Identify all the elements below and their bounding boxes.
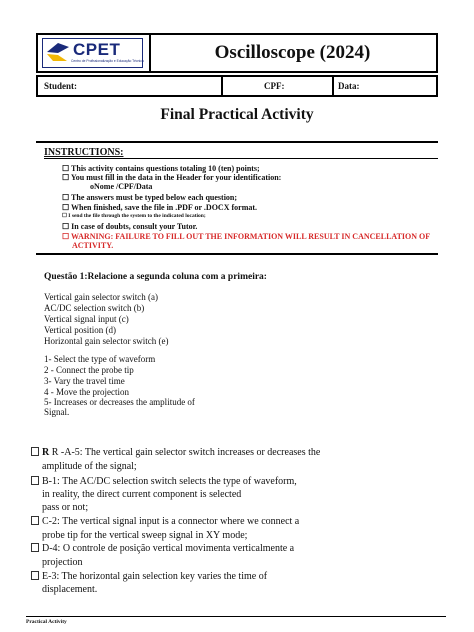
- column1-item: Horizontal gain selector switch (e): [44, 336, 169, 346]
- divider: [36, 141, 438, 143]
- logo-mark-icon: [45, 41, 71, 63]
- instruction-item: ☐ You must fill in the data in the Header for your identification:: [62, 173, 282, 182]
- logo-cell: [38, 35, 151, 71]
- logo-text: CPET: [73, 40, 121, 59]
- cpf-label: CPF:: [264, 81, 285, 91]
- column1-item: Vertical gain selector switch (a): [44, 292, 158, 302]
- student-info-row: [36, 75, 438, 97]
- checkbox-icon: [31, 571, 39, 580]
- cpet-logo: [42, 38, 143, 68]
- checkbox-icon: [31, 476, 39, 485]
- answer-text: R -A-5: The vertical gain selector switch increases or decreases the: [51, 447, 321, 458]
- warning-text: ☐ WARNING: FAILURE TO FILL OUT THE INFORMATION WILL RESULT IN CANCELLATION OF: [62, 232, 431, 241]
- answer-text: D-4: O controle de posição vertical movimenta verticalmente a: [42, 543, 295, 554]
- instruction-item: ☐ The answers must be typed below each question;: [62, 193, 238, 202]
- instruction-item: ☐ When finished, save the file in .PDF or .DOCX format.: [62, 203, 258, 212]
- logo-subtitle: Centro de Profissionalização e Educação Técnica: [71, 59, 144, 63]
- instructions-heading: INSTRUCTIONS:: [44, 147, 124, 158]
- answer-line: [31, 476, 297, 487]
- answer-line: [31, 543, 294, 554]
- instruction-item: ☐ I send the file through the system to the indicated location;: [62, 213, 206, 219]
- answer-text: B-1: The AC/DC selection switch selects the type of waveform,: [42, 476, 297, 487]
- instruction-item: oNome /CPF/Data: [90, 182, 153, 191]
- column2-item: 5- Increases or decreases the amplitude of: [44, 397, 195, 407]
- answer-line: R R -A-5: The vertical gain selector switch increases or decreases the: [31, 447, 320, 458]
- column2-item: 3- Vary the travel time: [44, 376, 125, 386]
- divider: [332, 77, 334, 95]
- footer-text: Practical Activity: [26, 619, 67, 625]
- instruction-item: ☐ In case of doubts, consult your Tutor.: [62, 222, 198, 231]
- column2-item: Signal.: [44, 407, 70, 417]
- answer-text: C-2: The vertical signal input is a connector where we connect a: [42, 516, 300, 527]
- answer-line: probe tip for the vertical sweep signal in XY mode;: [42, 530, 248, 541]
- answer-line: [31, 571, 267, 582]
- answer-line: [31, 516, 299, 527]
- column2-item: 4 - Move the projection: [44, 387, 129, 397]
- header-box: [36, 33, 438, 73]
- column2-item: 1- Select the type of waveform: [44, 354, 156, 364]
- question-title: Questão 1:Relacione a segunda coluna com a primeira:: [44, 272, 267, 282]
- divider: [221, 77, 223, 95]
- answer-line: projection: [42, 557, 83, 568]
- answer-line: pass or not;: [42, 502, 89, 513]
- student-label: Student:: [44, 81, 78, 91]
- document-title: Oscilloscope (2024): [214, 42, 371, 63]
- date-label: Data:: [338, 81, 360, 91]
- column1-item: Vertical signal input (c): [44, 314, 129, 324]
- column1-item: Vertical position (d): [44, 325, 116, 335]
- checkbox-icon: [31, 447, 39, 456]
- checkbox-icon: [31, 543, 39, 552]
- divider: [36, 253, 438, 255]
- column1-item: AC/DC selection switch (b): [44, 303, 145, 313]
- activity-subtitle: Final Practical Activity: [160, 106, 314, 123]
- divider: [26, 616, 446, 617]
- answer-line: amplitude of the signal;: [42, 461, 137, 472]
- answer-line: displacement.: [42, 584, 98, 595]
- checkbox-icon: [31, 516, 39, 525]
- divider: [44, 158, 438, 159]
- answer-line: in reality, the direct current component is selected: [42, 489, 242, 500]
- column2-item: 2 - Connect the probe tip: [44, 365, 134, 375]
- answer-text: E-3: The horizontal gain selection key varies the time of: [42, 571, 268, 582]
- warning-text: ACTIVITY.: [72, 241, 114, 250]
- instruction-item: ☐ This activity contains questions totaling 10 (ten) points;: [62, 164, 260, 173]
